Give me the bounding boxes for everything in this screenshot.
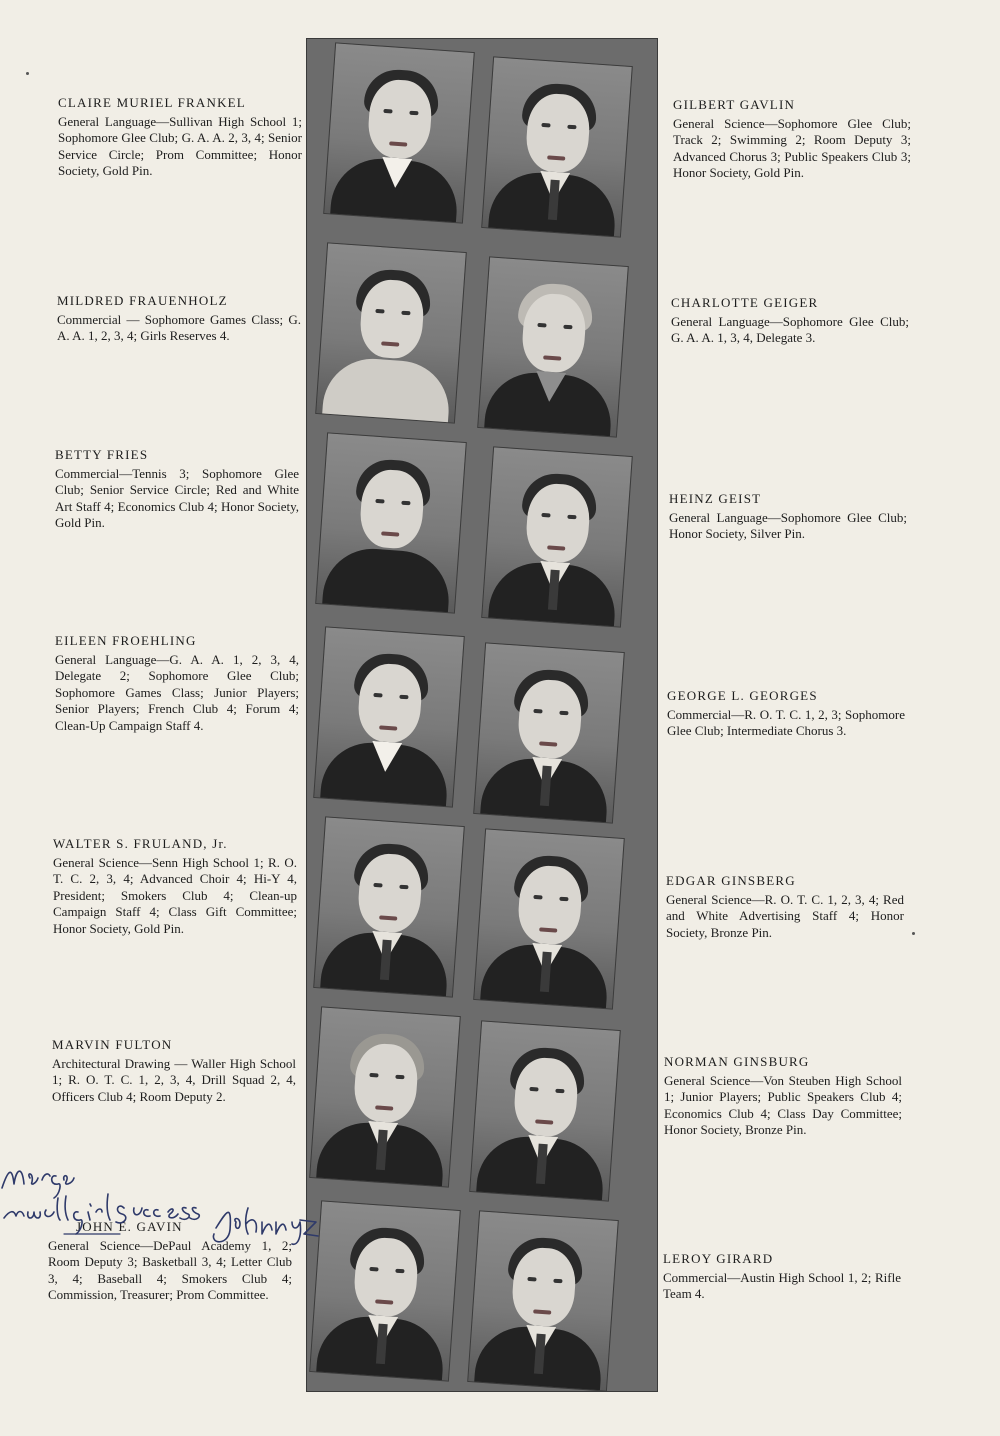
portrait-photo	[315, 432, 467, 613]
student-activities: General Language—Sophomore Glee Club; G. A. A. 1, 3, 4, Delegate 3.	[671, 314, 909, 346]
student-activities: Commercial—Tennis 3; Sophomore Glee Club; Senior Service Circle; Red and White Art Staff 4; Economics Club 4; Honor Society, Gold Pin.	[55, 466, 299, 531]
portrait-photo	[467, 1210, 619, 1391]
student-entry	[669, 490, 907, 543]
student-name: MILDRED FRAUENHOLZ	[57, 293, 228, 308]
student-activities: General Science—R. O. T. C. 1, 2, 3, 4; Red and White Advertising Staff 4; Honor Society, Bronze Pin.	[666, 892, 904, 940]
portrait-photo	[481, 446, 633, 627]
portrait-photo	[309, 1200, 461, 1381]
handwritten-signature	[0, 1150, 320, 1260]
student-name: EDGAR GINSBERG	[666, 873, 796, 888]
portrait-photo	[323, 42, 475, 223]
student-entry	[673, 96, 911, 182]
student-entry	[52, 1036, 296, 1105]
student-entry	[57, 292, 301, 345]
portrait-photo	[469, 1020, 621, 1201]
student-activities: General Language—Sophomore Glee Club; Honor Society, Silver Pin.	[669, 510, 907, 542]
student-activities: General Science—DePaul Academy 1, 2; Room Deputy 3; Basketball 3, 4; Letter Club 3, 4; Baseball 4; Smokers Club 4; Commission, Treasurer; Prom Committee.	[48, 1238, 292, 1303]
student-entry	[663, 1250, 901, 1303]
portrait-photo	[313, 816, 465, 997]
student-name: MARVIN FULTON	[52, 1037, 173, 1052]
portrait-photo	[309, 1006, 461, 1187]
portrait-photo	[481, 56, 633, 237]
student-activities: General Science—Von Steuben High School 1; Junior Players; Public Speakers Club 4; Economics Club 4; Class Day Committee; Honor Society, Bronze Pin.	[664, 1073, 902, 1138]
student-entry	[58, 94, 302, 180]
student-entry	[53, 835, 297, 937]
signature-drawing	[0, 1150, 320, 1260]
speck	[26, 72, 29, 75]
student-activities: General Science—Sophomore Glee Club; Track 2; Swimming 2; Room Deputy 3; Advanced Chorus 3; Public Speakers Club 3; Honor Society, Gold Pin.	[673, 116, 911, 181]
student-name: NORMAN GINSBURG	[664, 1054, 810, 1069]
speck	[912, 932, 915, 935]
student-activities: Commercial—R. O. T. C. 1, 2, 3; Sophomore Glee Club; Intermediate Chorus 3.	[667, 707, 905, 739]
student-activities: General Science—Senn High School 1; R. O. T. C. 2, 3, 4; Advanced Choir 4; Hi-Y 4, President; Smokers Club 4; Clean-up Campaign Staff 4; Class Gift Committee; Honor Society, Gold Pin.	[53, 855, 297, 936]
student-name: CHARLOTTE GEIGER	[671, 295, 819, 310]
student-activities: General Language—G. A. A. 1, 2, 3, 4, Delegate 2; Sophomore Glee Club; Sophomore Games Class; Junior Players; Senior Players; French Club 4; Forum 4; Clean-Up Campaign Staff 4.	[55, 652, 299, 733]
student-name: GEORGE L. GEORGES	[667, 688, 818, 703]
portrait-photo	[477, 256, 629, 437]
student-entry	[671, 294, 909, 347]
student-entry	[55, 632, 299, 734]
portrait-photo	[313, 626, 465, 807]
portrait-strip	[306, 38, 658, 1392]
student-activities: General Language—Sullivan High School 1; Sophomore Glee Club; G. A. A. 2, 3, 4; Senior Service Circle; Prom Committee; Honor Society, Gold Pin.	[58, 114, 302, 179]
student-entry	[667, 687, 905, 740]
student-name: EILEEN FROEHLING	[55, 633, 197, 648]
student-name: HEINZ GEIST	[669, 491, 762, 506]
student-name: LEROY GIRARD	[663, 1251, 774, 1266]
student-activities: Architectural Drawing — Waller High School 1; R. O. T. C. 1, 2, 3, 4, Drill Squad 2, 4, Officers Club 4; Room Deputy 2.	[52, 1056, 296, 1104]
student-name: WALTER S. FRULAND, Jr.	[53, 836, 228, 851]
student-name: GILBERT GAVLIN	[673, 97, 796, 112]
portrait-photo	[473, 828, 625, 1009]
portrait-photo	[473, 642, 625, 823]
portrait-photo	[315, 242, 467, 423]
student-name: JOHN E. GAVIN	[76, 1219, 183, 1234]
student-entry	[55, 446, 299, 532]
student-name: BETTY FRIES	[55, 447, 149, 462]
student-activities: Commercial — Sophomore Games Class; G. A. A. 1, 2, 3, 4; Girls Reserves 4.	[57, 312, 301, 344]
student-activities: Commercial—Austin High School 1, 2; Rifle Team 4.	[663, 1270, 901, 1302]
student-entry	[666, 872, 904, 941]
student-entry	[664, 1053, 902, 1139]
student-name: CLAIRE MURIEL FRANKEL	[58, 95, 246, 110]
